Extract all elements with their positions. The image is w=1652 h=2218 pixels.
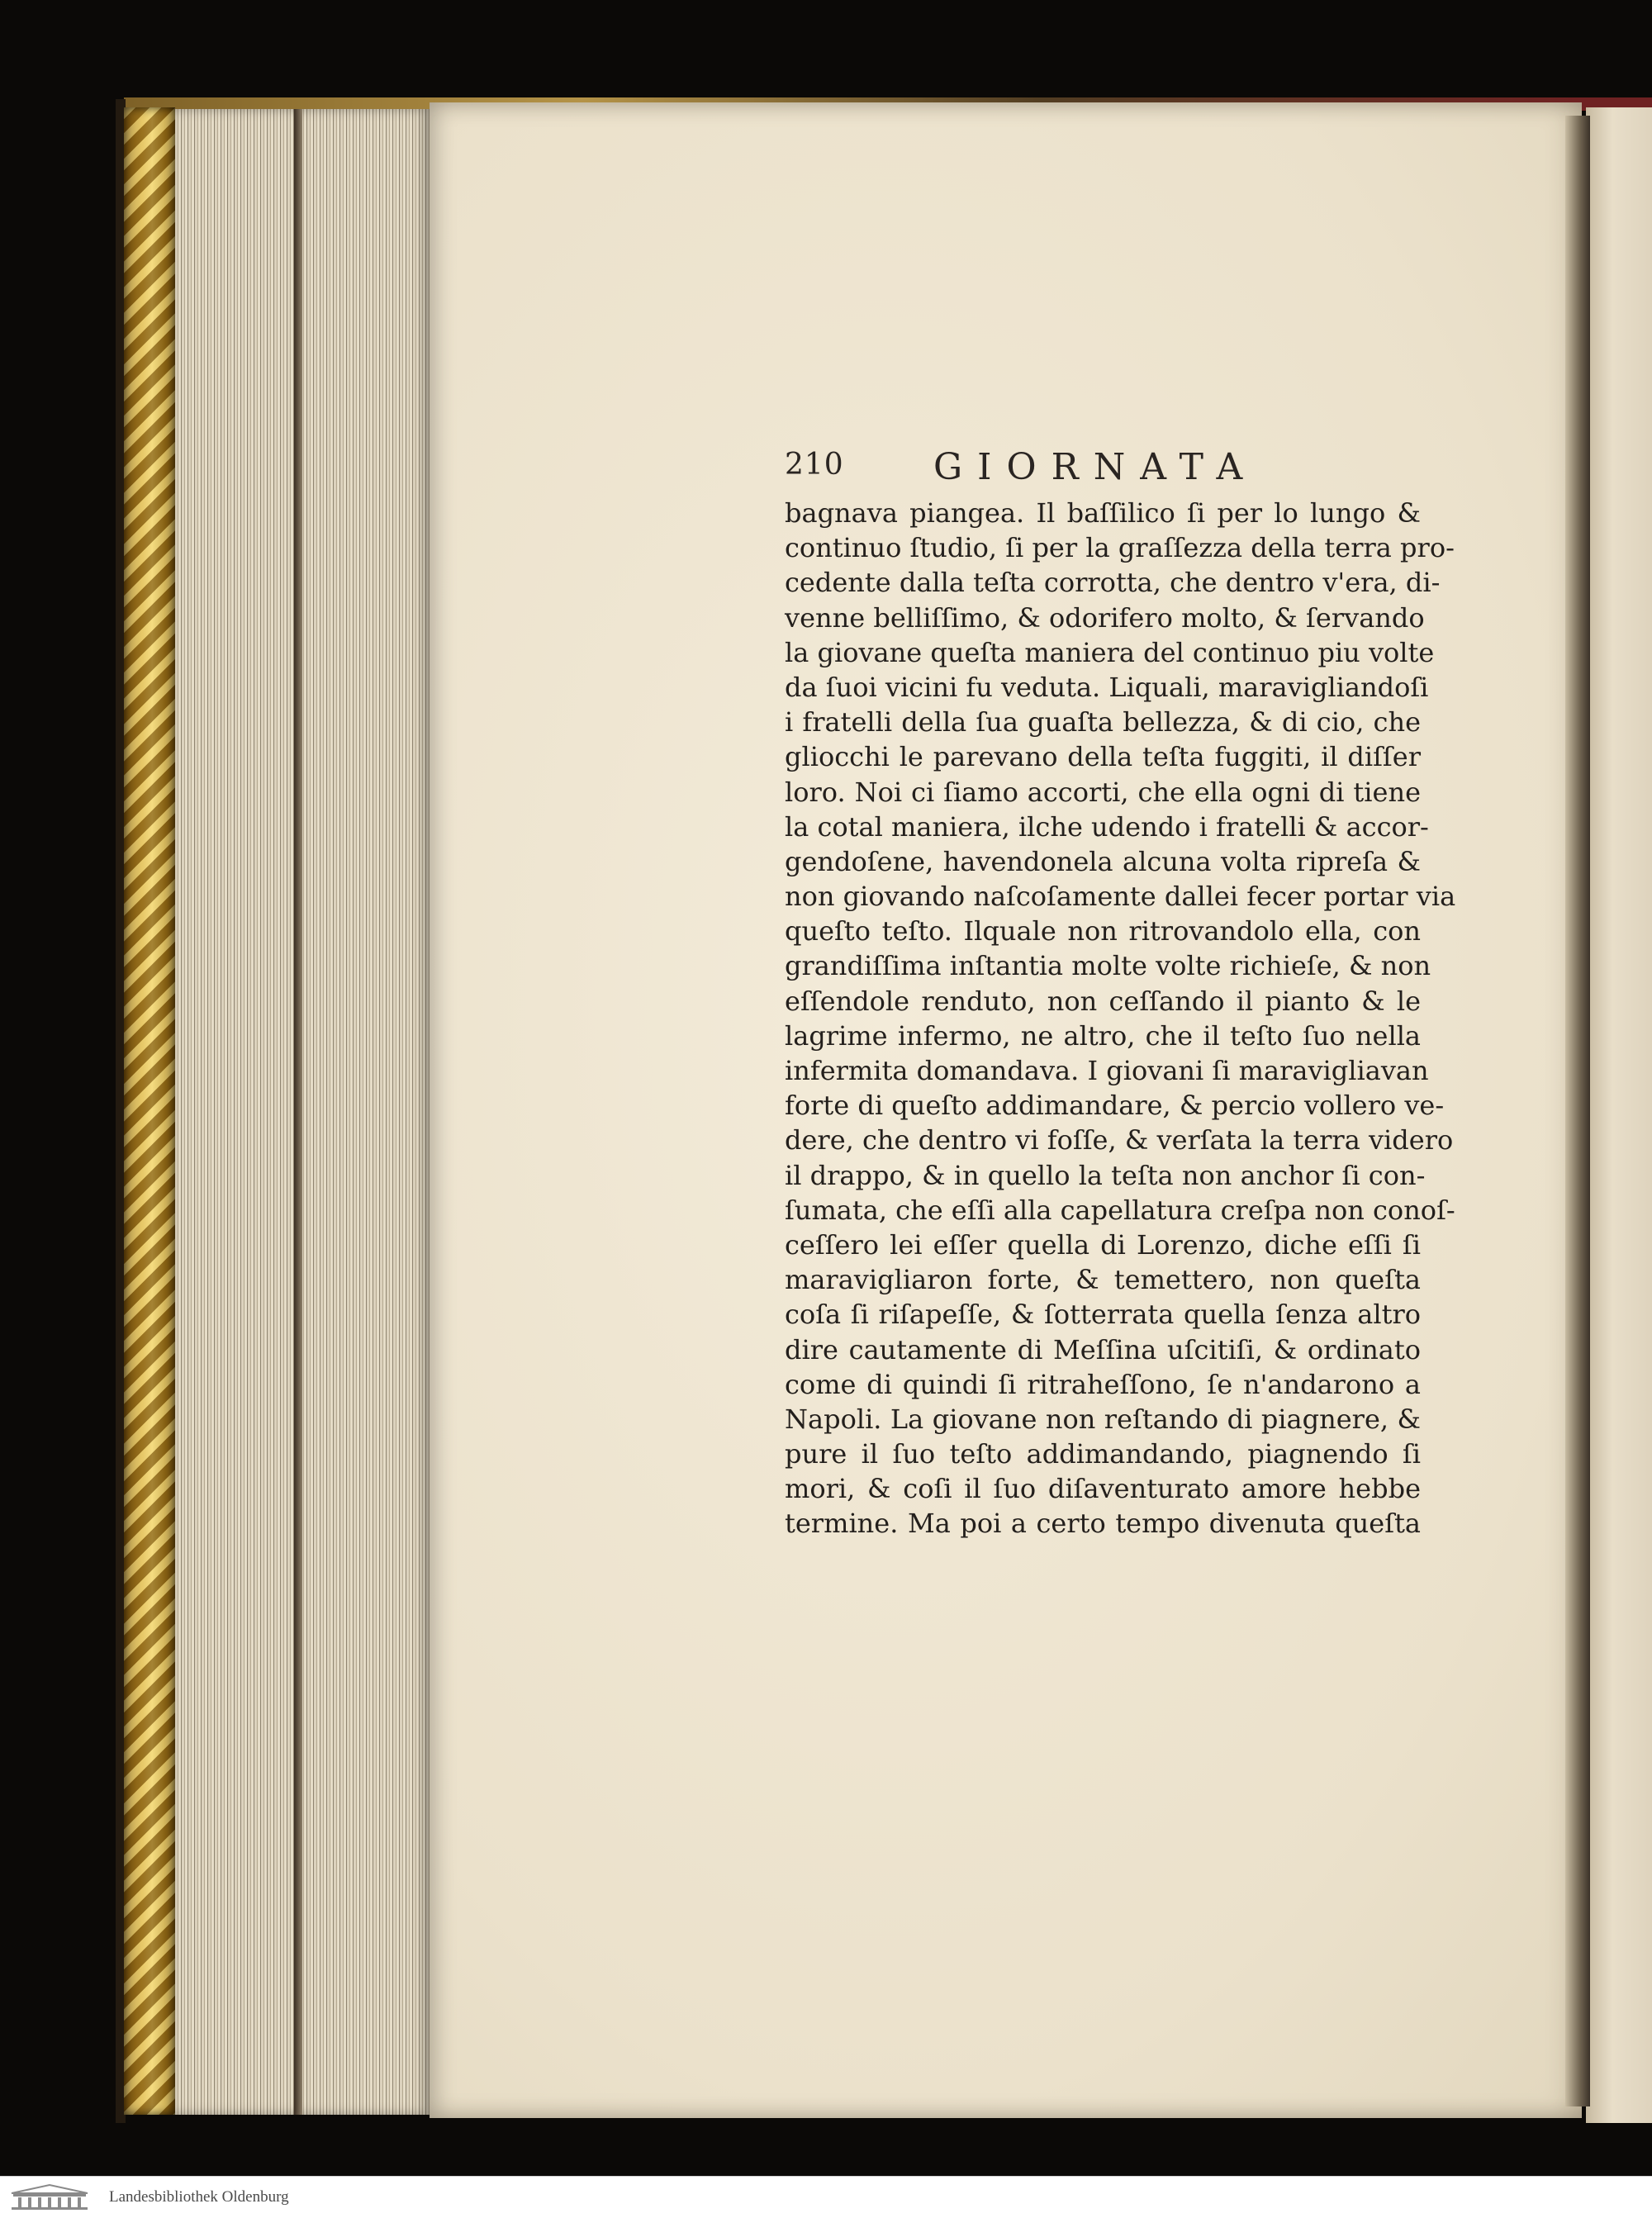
body-text [785, 496, 1456, 1541]
text-line: gendoſene, havendonela alcuna volta ripreſa & [785, 845, 1421, 877]
text-line: come di quindi ſi ritraheſſono, ſe n'andarono a [785, 1368, 1421, 1400]
text-line: non giovando naſcoſamente dallei fecer portar via [785, 881, 1456, 913]
library-name: Landesbibliothek Oldenburg [109, 2188, 289, 2206]
text-line: da ſuoi vicini fu veduta. Liquali, maravigliandoſi [785, 671, 1429, 703]
page-gutter [1565, 116, 1590, 2106]
text-line: coſa ſi riſapeſſe, & ſotterrata quella ſenza altro [785, 1299, 1421, 1331]
page-stack-gap [294, 109, 302, 2115]
page-stack-edges [175, 109, 431, 2115]
text-line: venne belliſſimo, & odorifero molto, & ſervando [785, 601, 1425, 634]
text-line: cedente dalla teſta corrotta, che dentro v'era, di- [785, 567, 1441, 599]
text-line: ceſſero lei eſſer quella di Lorenzo, diche eſſi ſi [785, 1228, 1421, 1261]
text-line: loro. Noi ci ſiamo accorti, che ella ogni di tiene [785, 776, 1421, 808]
footer-bar [0, 2176, 1652, 2218]
text-line: forte di queſto addimandare, & percio vollero ve- [785, 1090, 1445, 1122]
text-line: gliocchi le parevano della teſta fuggiti, il diſſer [785, 741, 1421, 773]
text-line: lagrime infermo, ne altro, che il teſto ſuo nella [785, 1019, 1421, 1052]
running-head-title: GIORNATA [933, 446, 1258, 488]
text-line: grandiſſima inſtantia molte volte richieſe, & non [785, 950, 1431, 982]
text-line: dere, che dentro vi foſſe, & verſata la terra videro [785, 1124, 1454, 1156]
page-number: 210 [785, 448, 844, 482]
text-line: la cotal maniera, ilche udendo i fratelli & accor- [785, 810, 1429, 843]
text-line: termine. Ma poi a certo tempo divenuta queſta [785, 1508, 1421, 1540]
text-line: continuo ſtudio, ſi per la graſſezza della terra pro- [785, 532, 1455, 564]
text-line: Napoli. La giovane non reſtando di piagnere, & [785, 1403, 1421, 1435]
text-line: dire cautamente di Meſſina uſcitiſi, & ordinato [785, 1333, 1421, 1365]
facing-page-edge [1586, 107, 1652, 2123]
text-line: bagnava piangea. Il baſſilico ſi per lo lungo & [785, 497, 1421, 529]
gilded-fore-edge [124, 107, 175, 2115]
running-head [785, 446, 1412, 489]
text-line: queſto teſto. Ilquale non ritrovandolo ella, con [785, 915, 1421, 948]
library-building-icon [8, 2183, 91, 2211]
text-line: il drappo, & in quello la teſta non anchor ſi con- [785, 1159, 1426, 1191]
text-line: mori, & coſi il ſuo diſaventurato amore hebbe [785, 1473, 1421, 1505]
text-line: maravigliaron forte, & temettero, non queſta [785, 1264, 1421, 1296]
text-line: eſſendole renduto, non ceſſando il pianto & le [785, 985, 1421, 1017]
text-line: pure il ſuo teſto addimandando, piagnendo ſi [785, 1438, 1421, 1470]
text-line: ſumata, che eſſi alla capellatura creſpa non conoſ- [785, 1194, 1455, 1226]
text-line: i fratelli della ſua guaſta bellezza, & di cio, che [785, 706, 1421, 739]
text-line: la giovane queſta maniera del continuo piu volte [785, 636, 1435, 668]
text-line: infermita domandava. I giovani ſi maravigliavan [785, 1055, 1429, 1086]
